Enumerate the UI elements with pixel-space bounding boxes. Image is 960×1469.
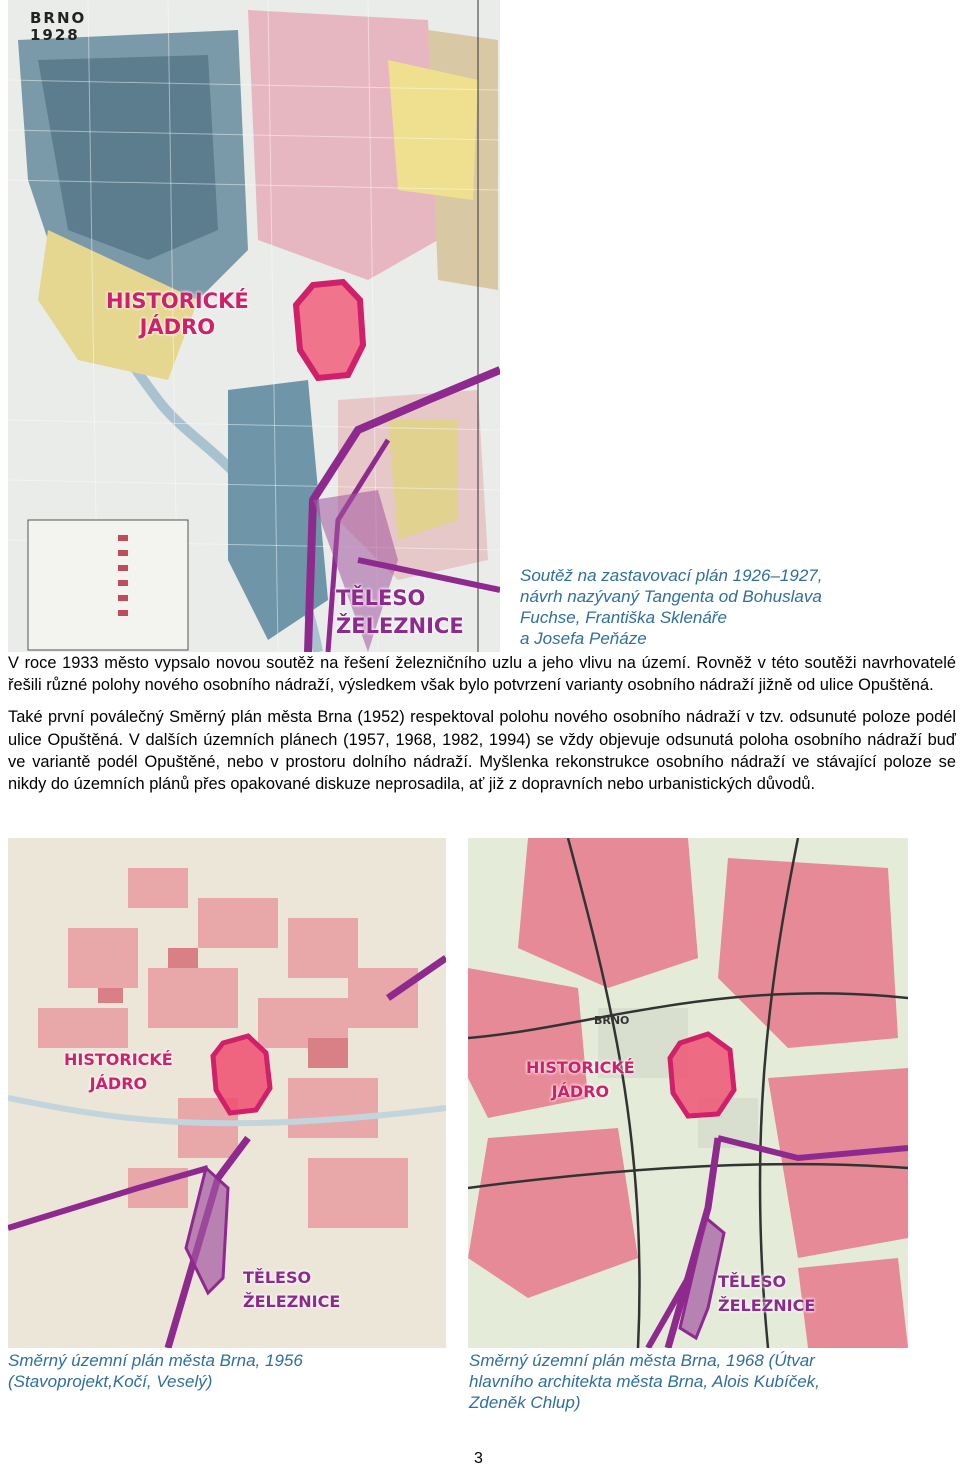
city-label: BRNO — [594, 1014, 630, 1027]
paragraph: Také první poválečný Směrný plán města Brna (1952) respektoval polohu nového osobního nádraží v tzv. odsunuté poloze podél ulice Opuštěná. V dalších územních plánech (1957, 1968, 1982, 1994) se vždy objevuje odsunutá poloha osobního nádraží buď ve variantě podél Opuštěné, nebo v prostoru dolního nádraží. Myšlenka rekonstrukce osobního nádraží ve stávající poloze se nikdy do územních plánů přes opakované diskuze neprosadila, ať již z dopravních nebo urbanistických důvodů. — [8, 708, 956, 794]
map-1956-caption: Směrný územní plán města Brna, 1956 (Stavoprojekt,Kočí, Veselý) — [8, 1351, 303, 1391]
railway-body-stamp: TĚLESO ŽELEZNICE — [336, 586, 464, 638]
top-map-caption: Soutěž na zastavovací plán 1926–1927, návrh nazývaný Tangenta od Bohuslava Fuchse, Františka Sklenáře a Josefa Peňáze — [520, 566, 823, 648]
top-map-image — [8, 0, 500, 652]
map-corner-label: BRNO 1928 — [30, 9, 87, 44]
historic-core-stamp: HISTORICKÉ JÁDRO — [526, 1058, 635, 1101]
map-1968-image — [468, 838, 908, 1348]
railway-body-stamp: TĚLESO ŽELEZNICE — [718, 1272, 816, 1315]
historic-core-stamp: HISTORICKÉ JÁDRO — [64, 1050, 173, 1093]
map-1956-image — [8, 838, 446, 1348]
railway-body-stamp: TĚLESO ŽELEZNICE — [243, 1268, 341, 1311]
map-1968-caption: Směrný územní plán města Brna, 1968 (Útvar hlavního architekta města Brna, Alois Kubíček, Zdeněk Chlup) — [469, 1351, 820, 1412]
historic-core-stamp: HISTORICKÉ JÁDRO — [106, 289, 249, 339]
paragraph: V roce 1933 město vypsalo novou soutěž na řešení železničního uzlu a jeho vlivu na území. Rovněž v této soutěži navrhovatelé řešili různé polohy nového osobního nádraží, výsledkem však bylo potvrzení varianty osobního nádraží jižně od ulice Opuštěná. — [8, 654, 956, 695]
body-text — [8, 652, 956, 805]
page-number: 3 — [474, 1450, 483, 1467]
